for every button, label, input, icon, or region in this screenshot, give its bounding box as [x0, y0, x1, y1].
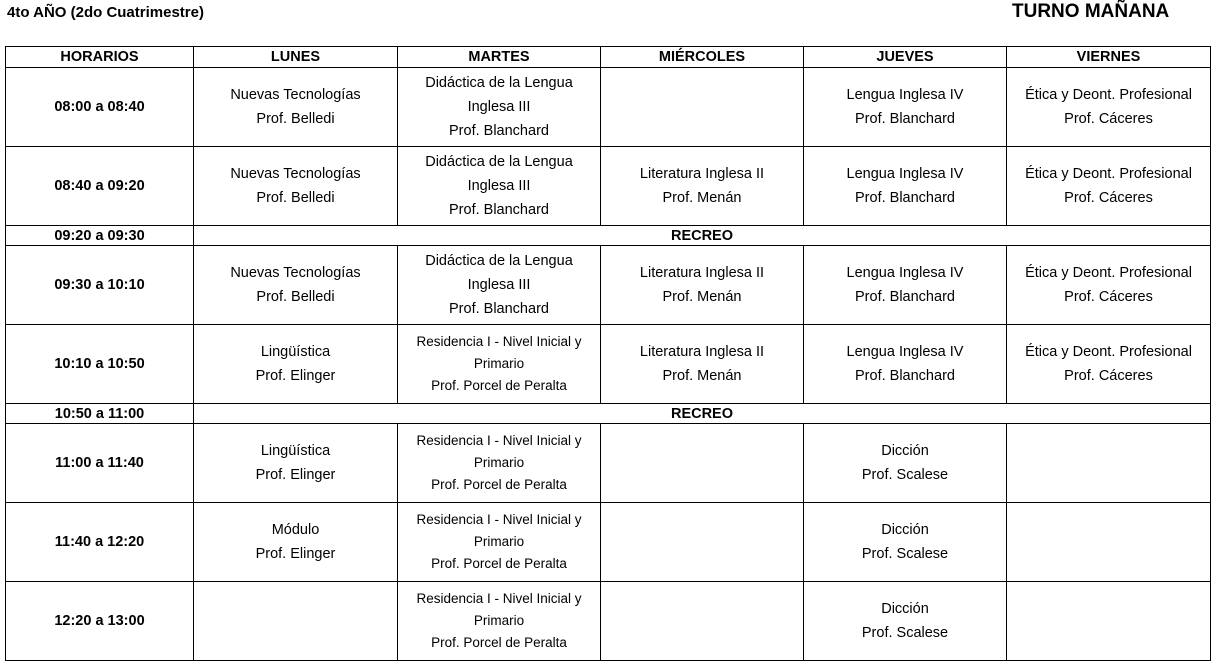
- class-entry: [194, 83, 397, 131]
- schedule-cell: [1007, 147, 1211, 226]
- class-entry: [1007, 261, 1210, 309]
- class-entry: [194, 162, 397, 210]
- schedule-cell: [194, 246, 398, 325]
- schedule-cell: [804, 503, 1007, 582]
- teacher-name: Prof. Blanchard: [855, 111, 955, 127]
- schedule-cell: [194, 424, 398, 503]
- subject-line: Inglesa III: [467, 99, 531, 115]
- schedule-cell: [1007, 503, 1211, 582]
- teacher-name: Prof. Porcel de Peralta: [431, 635, 567, 650]
- teacher-name: Prof. Blanchard: [855, 368, 955, 384]
- break-label: RECREO: [194, 404, 1211, 424]
- teacher-name: Prof. Belledi: [256, 111, 335, 127]
- teacher-name: Prof. Belledi: [256, 289, 335, 305]
- teacher-name: Prof. Cáceres: [1064, 289, 1153, 305]
- schedule-cell: [601, 582, 804, 661]
- teacher-name: Prof. Blanchard: [449, 202, 549, 218]
- class-entry: [601, 162, 803, 210]
- schedule-cell: [804, 147, 1007, 226]
- time-slot: 10:10 a 10:50: [6, 325, 194, 404]
- schedule-cell: [398, 246, 601, 325]
- teacher-name: Prof. Menán: [662, 289, 742, 305]
- time-slot: 09:30 a 10:10: [6, 246, 194, 325]
- subject-line: Lingüística: [260, 443, 331, 459]
- teacher-name: Prof. Scalese: [861, 625, 949, 641]
- subject-line: Dicción: [881, 443, 929, 459]
- schedule-cell: [194, 68, 398, 147]
- subject-line: Primario: [473, 534, 525, 549]
- teacher-name: Prof. Blanchard: [855, 289, 955, 305]
- schedule-cell: [194, 503, 398, 582]
- subject-line: Ética y Deont. Profesional: [1025, 166, 1192, 182]
- table-row: [6, 68, 1211, 147]
- schedule-cell: [398, 503, 601, 582]
- schedule-cell: [601, 325, 804, 404]
- time-slot: 08:40 a 09:20: [6, 147, 194, 226]
- subject-line: Ética y Deont. Profesional: [1025, 265, 1192, 281]
- teacher-name: Prof. Blanchard: [449, 301, 549, 317]
- class-entry: [398, 71, 600, 143]
- teacher-name: Prof. Cáceres: [1064, 368, 1153, 384]
- break-row: [6, 226, 1211, 246]
- subject-line: Nuevas Tecnologías: [230, 265, 361, 281]
- subject-line: Residencia I - Nivel Inicial y: [416, 512, 582, 527]
- schedule-cell: [194, 325, 398, 404]
- schedule-cell: [398, 582, 601, 661]
- class-entry: [804, 83, 1006, 131]
- class-entry: [398, 430, 600, 496]
- class-entry: [804, 340, 1006, 388]
- subject-line: Primario: [473, 356, 525, 371]
- time-slot: 10:50 a 11:00: [6, 404, 194, 424]
- time-slot: 08:00 a 08:40: [6, 68, 194, 147]
- class-entry: [804, 162, 1006, 210]
- column-header: HORARIOS: [6, 47, 194, 68]
- subject-line: Ética y Deont. Profesional: [1025, 344, 1192, 360]
- subject-line: Literatura Inglesa II: [639, 166, 765, 182]
- subject-line: Didáctica de la Lengua: [425, 253, 573, 269]
- schedule-cell: [601, 68, 804, 147]
- table-row: [6, 246, 1211, 325]
- table-row: [6, 147, 1211, 226]
- schedule-cell: [1007, 325, 1211, 404]
- subject-line: Literatura Inglesa II: [639, 344, 765, 360]
- column-header: VIERNES: [1007, 47, 1211, 68]
- class-entry: [398, 150, 600, 222]
- teacher-name: Prof. Elinger: [255, 467, 336, 483]
- class-entry: [194, 518, 397, 566]
- class-entry: [398, 249, 600, 321]
- schedule-cell: [1007, 582, 1211, 661]
- class-entry: [804, 439, 1006, 487]
- schedule-cell: [1007, 424, 1211, 503]
- class-entry: [1007, 83, 1210, 131]
- schedule-cell: [194, 582, 398, 661]
- subject-line: Nuevas Tecnologías: [230, 87, 361, 103]
- teacher-name: Prof. Menán: [662, 368, 742, 384]
- schedule-cell: [601, 246, 804, 325]
- schedule-cell: [804, 424, 1007, 503]
- subject-line: Lengua Inglesa IV: [846, 344, 964, 360]
- schedule-cell: [804, 325, 1007, 404]
- table-row: [6, 503, 1211, 582]
- schedule-cell: [1007, 68, 1211, 147]
- schedule-title: 4to AÑO (2do Cuatrimestre): [7, 4, 204, 21]
- class-entry: [194, 340, 397, 388]
- table-row: [6, 424, 1211, 503]
- subject-line: Inglesa III: [467, 178, 531, 194]
- time-slot: 12:20 a 13:00: [6, 582, 194, 661]
- column-header: JUEVES: [804, 47, 1007, 68]
- class-entry: [601, 340, 803, 388]
- shift-title: TURNO MAÑANA: [1012, 1, 1170, 22]
- class-entry: [1007, 340, 1210, 388]
- schedule-cell: [804, 246, 1007, 325]
- subject-line: Primario: [473, 455, 525, 470]
- teacher-name: Prof. Blanchard: [855, 190, 955, 206]
- class-entry: [804, 518, 1006, 566]
- table-row: [6, 325, 1211, 404]
- teacher-name: Prof. Cáceres: [1064, 111, 1153, 127]
- subject-line: Lingüística: [260, 344, 331, 360]
- class-entry: [804, 261, 1006, 309]
- subject-line: Inglesa III: [467, 277, 531, 293]
- class-entry: [398, 509, 600, 575]
- column-header: MARTES: [398, 47, 601, 68]
- schedule-body: [6, 68, 1211, 661]
- teacher-name: Prof. Scalese: [861, 546, 949, 562]
- subject-line: Nuevas Tecnologías: [230, 166, 361, 182]
- schedule-cell: [601, 424, 804, 503]
- schedule-cell: [804, 582, 1007, 661]
- break-label: RECREO: [194, 226, 1211, 246]
- schedule-cell: [194, 147, 398, 226]
- class-entry: [398, 331, 600, 397]
- class-entry: [194, 439, 397, 487]
- schedule-cell: [804, 68, 1007, 147]
- subject-line: Residencia I - Nivel Inicial y: [416, 433, 582, 448]
- break-row: [6, 404, 1211, 424]
- subject-line: Módulo: [271, 522, 320, 538]
- schedule-cell: [1007, 246, 1211, 325]
- table-header-row: [6, 47, 1211, 68]
- column-header: MIÉRCOLES: [601, 47, 804, 68]
- class-entry: [194, 261, 397, 309]
- table-row: [6, 582, 1211, 661]
- schedule-table: [5, 46, 1211, 661]
- subject-line: Dicción: [881, 522, 929, 538]
- subject-line: Dicción: [881, 601, 929, 617]
- teacher-name: Prof. Elinger: [255, 368, 336, 384]
- time-slot: 11:40 a 12:20: [6, 503, 194, 582]
- class-entry: [1007, 162, 1210, 210]
- subject-line: Lengua Inglesa IV: [846, 265, 964, 281]
- subject-line: Residencia I - Nivel Inicial y: [416, 334, 582, 349]
- teacher-name: Prof. Cáceres: [1064, 190, 1153, 206]
- schedule-cell: [601, 147, 804, 226]
- teacher-name: Prof. Blanchard: [449, 123, 549, 139]
- subject-line: Didáctica de la Lengua: [425, 75, 573, 91]
- teacher-name: Prof. Scalese: [861, 467, 949, 483]
- subject-line: Lengua Inglesa IV: [846, 87, 964, 103]
- schedule-cell: [398, 68, 601, 147]
- teacher-name: Prof. Porcel de Peralta: [431, 378, 567, 393]
- schedule-cell: [398, 424, 601, 503]
- schedule-cell: [601, 503, 804, 582]
- teacher-name: Prof. Elinger: [255, 546, 336, 562]
- schedule-cell: [398, 147, 601, 226]
- teacher-name: Prof. Porcel de Peralta: [431, 477, 567, 492]
- subject-line: Didáctica de la Lengua: [425, 154, 573, 170]
- subject-line: Ética y Deont. Profesional: [1025, 87, 1192, 103]
- class-entry: [804, 597, 1006, 645]
- column-header: LUNES: [194, 47, 398, 68]
- schedule-cell: [398, 325, 601, 404]
- time-slot: 09:20 a 09:30: [6, 226, 194, 246]
- class-entry: [398, 588, 600, 654]
- teacher-name: Prof. Porcel de Peralta: [431, 556, 567, 571]
- subject-line: Lengua Inglesa IV: [846, 166, 964, 182]
- subject-line: Literatura Inglesa II: [639, 265, 765, 281]
- subject-line: Primario: [473, 613, 525, 628]
- subject-line: Residencia I - Nivel Inicial y: [416, 591, 582, 606]
- teacher-name: Prof. Menán: [662, 190, 742, 206]
- teacher-name: Prof. Belledi: [256, 190, 335, 206]
- class-entry: [601, 261, 803, 309]
- time-slot: 11:00 a 11:40: [6, 424, 194, 503]
